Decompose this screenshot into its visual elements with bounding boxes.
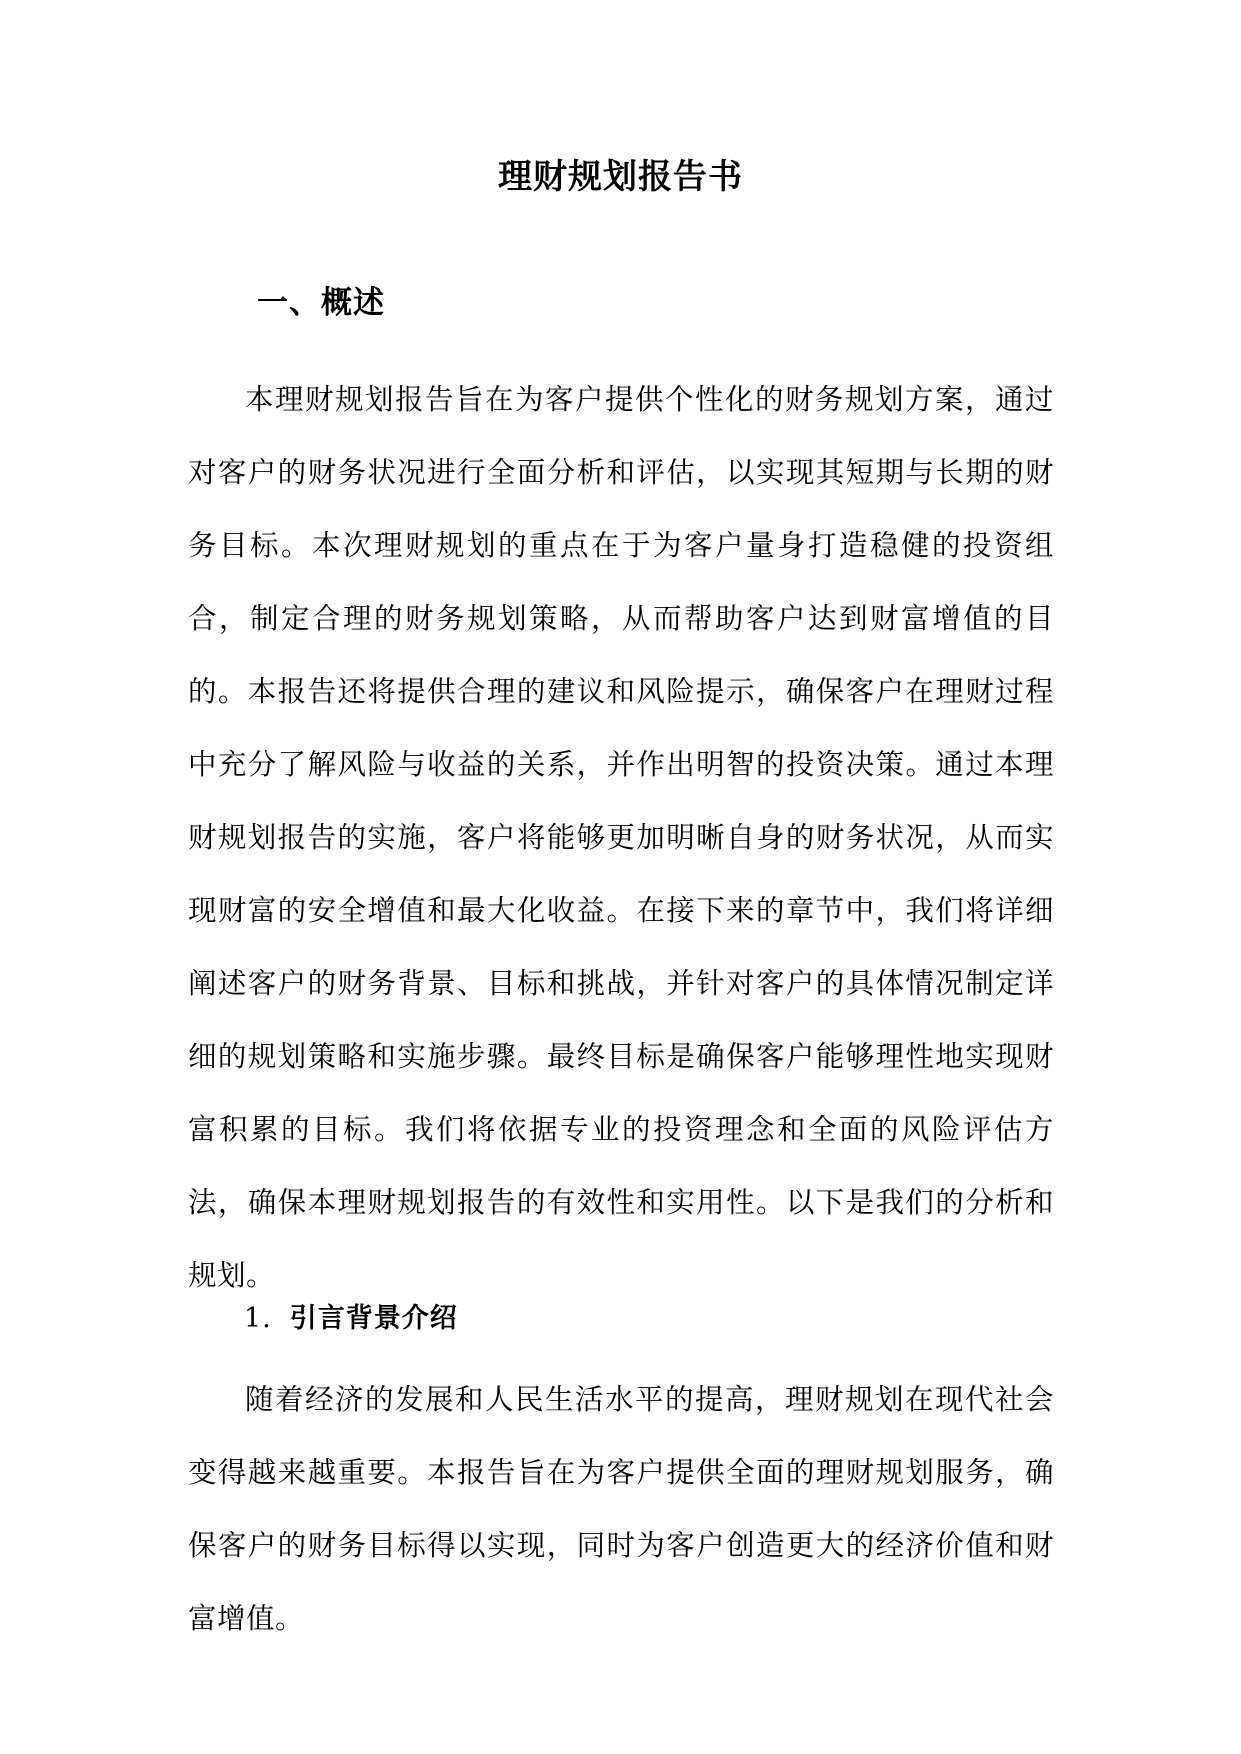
section-heading-overview: 一、概述: [257, 285, 385, 321]
document-title: 理财规划报告书: [498, 157, 743, 197]
overview-paragraph: 本理财规划报告旨在为客户提供个性化的财务规划方案，通过对客户的财务状况进行全面分析和评估，以实现其短期与长期的财务目标。本次理财规划的重点在于为客户量身打造稳健的投资组合，制定合理的财务规划策略，从而帮助客户达到财富增值的目的。本报告还将提供合理的建议和风险提示，确保客户在理财过程中充分了解风险与收益的关系，并作出明智的投资决策。通过本理财规划报告的实施，客户将能够更加明晰自身的财务状况，从而实现财富的安全增值和最大化收益。在接下来的章节中，我们将详细阐述客户的财务背景、目标和挑战，并针对客户的具体情况制定详细的规划策略和实施步骤。最终目标是确保客户能够理性地实现财富积累的目标。我们将依据专业的投资理念和全面的风险评估方法，确保本理财规划报告的有效性和实用性。以下是我们的分析和规划。: [188, 383, 1054, 1292]
subsection-heading-background: [244, 1297, 458, 1341]
subsection-title: 引言背景介绍: [289, 1303, 458, 1334]
subsection-number: 1.: [244, 1303, 272, 1334]
background-paragraph: 随着经济的发展和人民生活水平的提高，理财规划在现代社会变得越来越重要。本报告旨在为客户提供全面的理财规划服务，确保客户的财务目标得以实现，同时为客户创造更大的经济价值和财富增值。: [188, 1383, 1054, 1635]
